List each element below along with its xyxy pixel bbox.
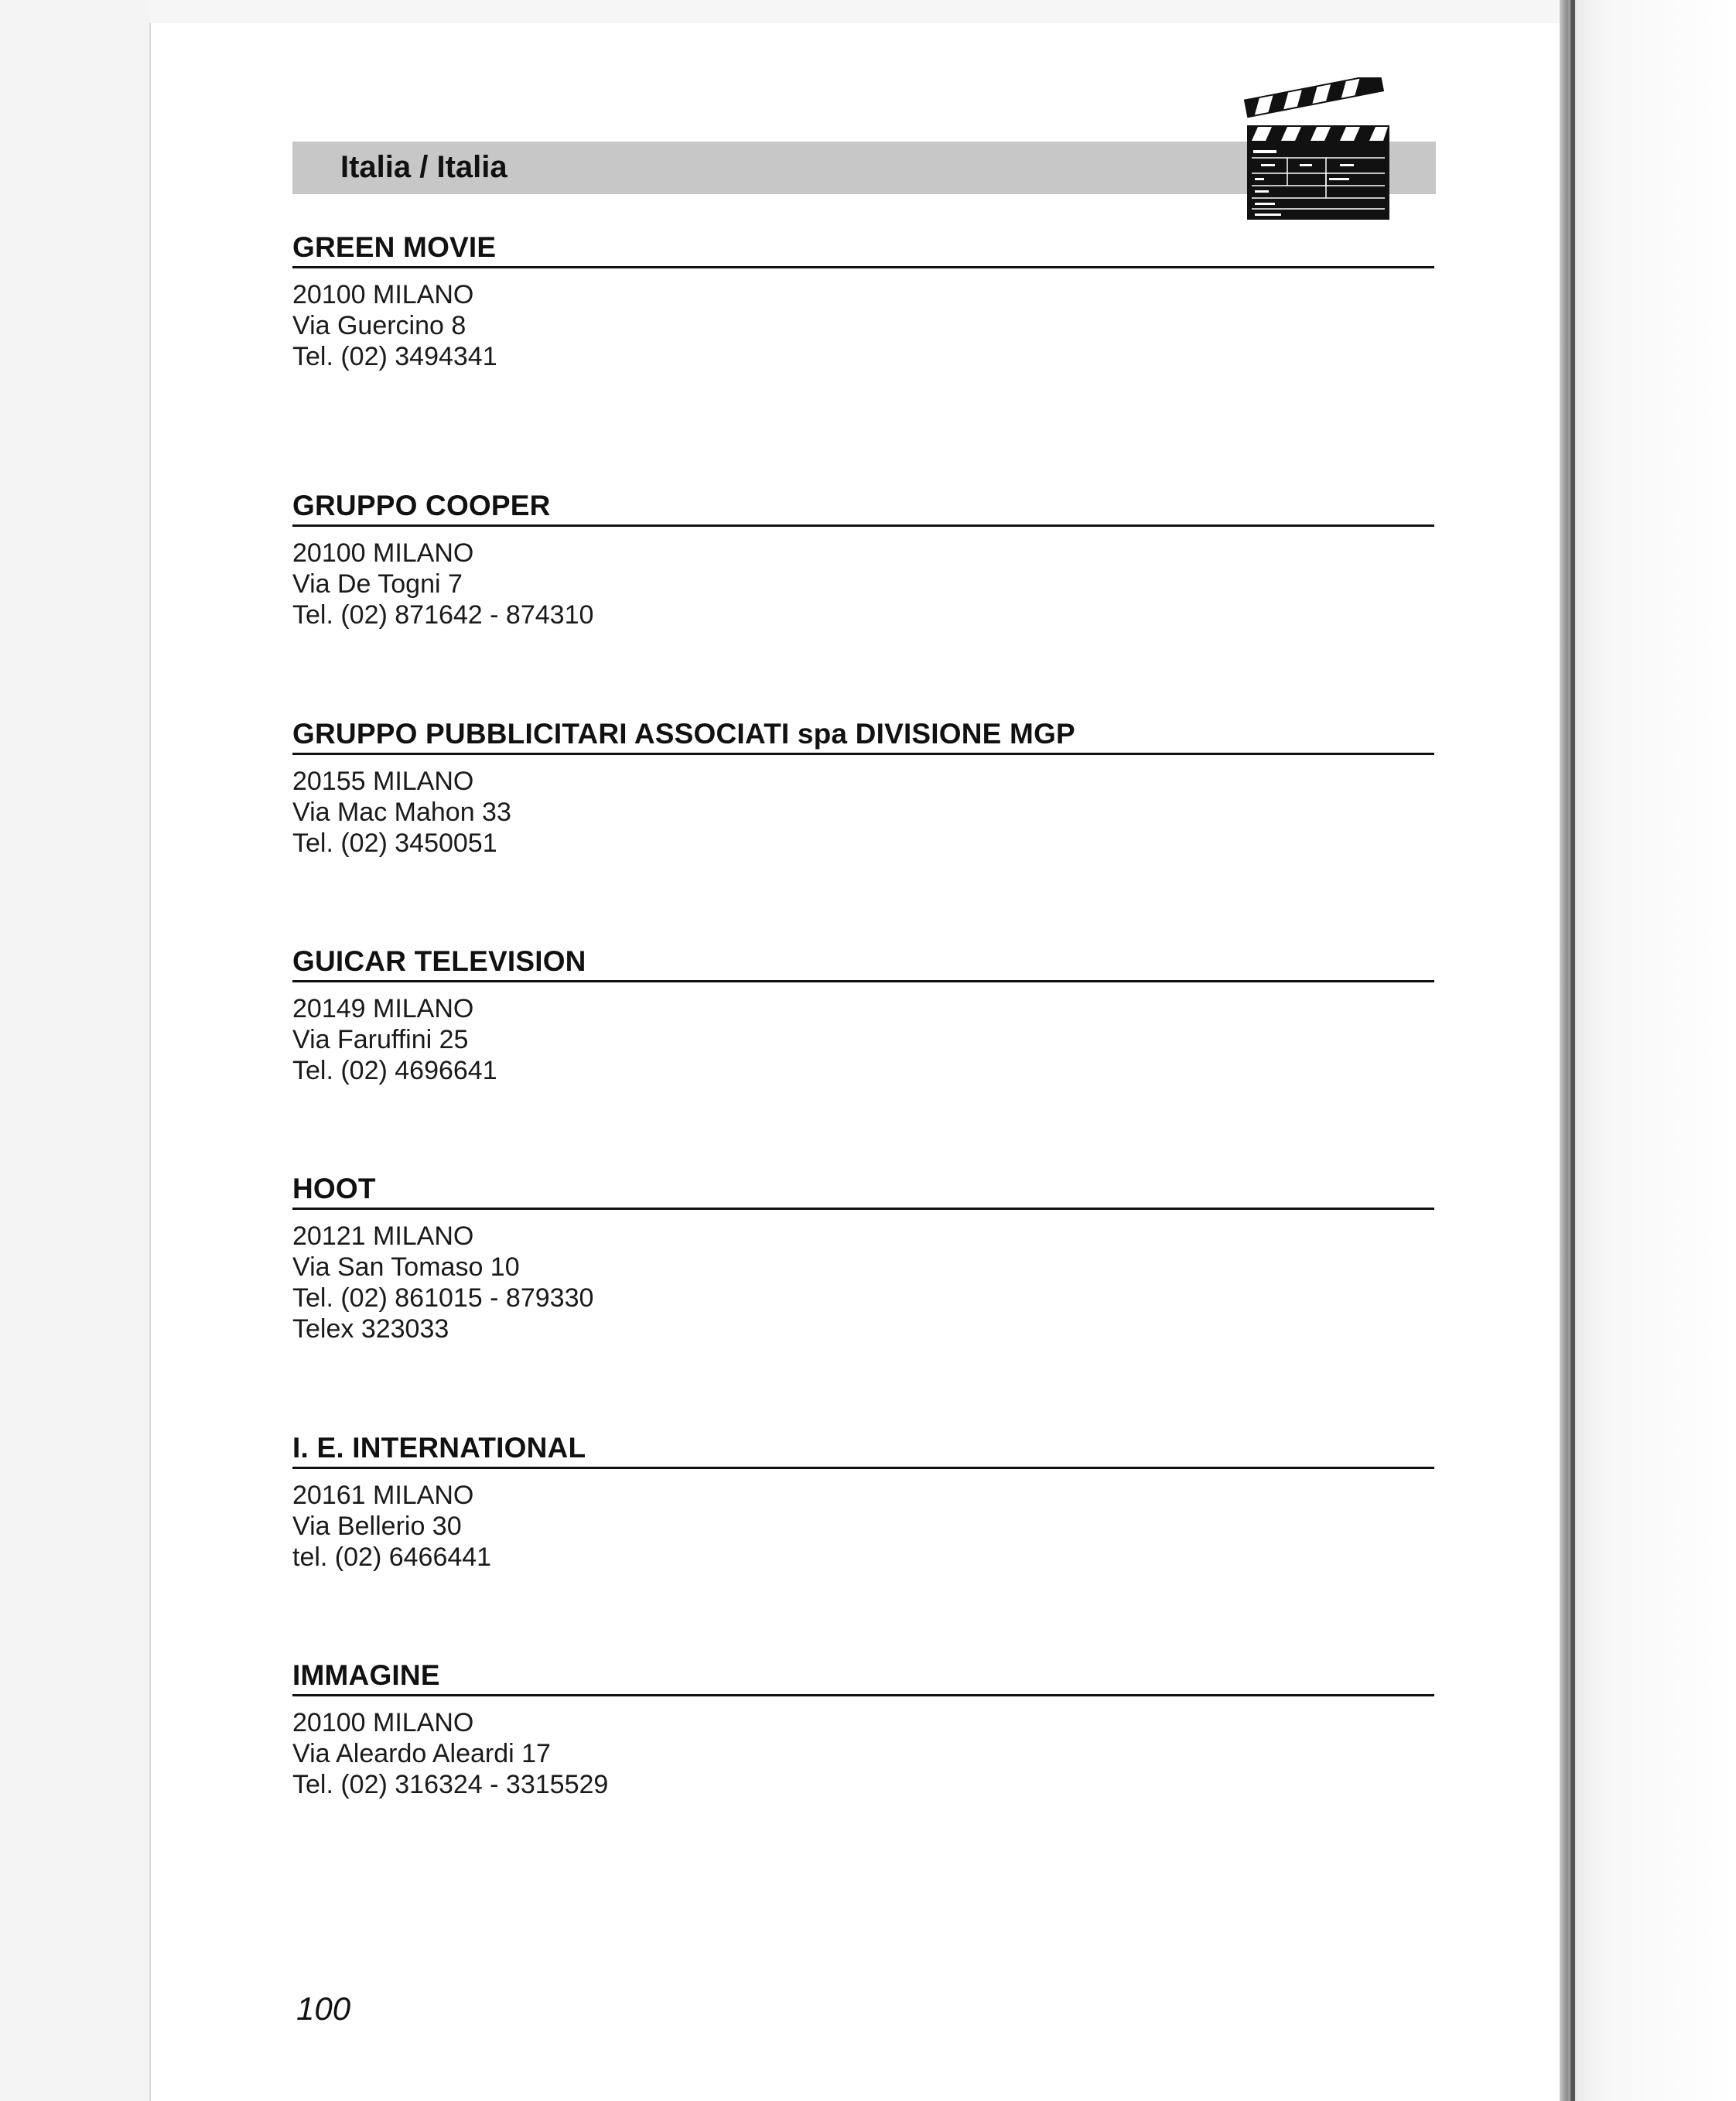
- street-address: Via Aleardo Aleardi 17: [292, 1739, 551, 1768]
- telephone: Tel. (02) 871642 - 874310: [292, 600, 594, 630]
- telephone: Tel. (02) 316324 - 3315529: [292, 1770, 609, 1799]
- directory-entry: [292, 717, 1434, 859]
- entry-divider: [292, 1694, 1434, 1696]
- postal-city: 20100 MILANO: [292, 538, 474, 568]
- gutter-shadow-line: [1570, 0, 1575, 2101]
- clapperboard-icon: [1241, 77, 1396, 224]
- company-name: I. E. INTERNATIONAL: [292, 1432, 586, 1464]
- street-address: Via Guercino 8: [292, 311, 466, 340]
- postal-city: 20100 MILANO: [292, 280, 474, 309]
- company-name: GUICAR TELEVISION: [292, 945, 586, 977]
- directory-entry: [292, 489, 1434, 630]
- postal-city: 20121 MILANO: [292, 1221, 474, 1251]
- telephone: Tel. (02) 4696641: [292, 1056, 497, 1085]
- entry-divider: [292, 753, 1434, 755]
- directory-entry: [292, 1659, 1434, 1800]
- entry-divider: [292, 1208, 1434, 1210]
- entry-divider: [292, 524, 1434, 527]
- top-page-edge: [149, 0, 1565, 23]
- street-address: Via De Togni 7: [292, 569, 463, 599]
- telex: Telex 323033: [292, 1314, 449, 1344]
- company-name: IMMAGINE: [292, 1659, 440, 1691]
- company-name: GRUPPO COOPER: [292, 490, 551, 521]
- street-address: Via Bellerio 30: [292, 1512, 462, 1541]
- postal-city: 20100 MILANO: [292, 1708, 474, 1737]
- left-page-edge: [0, 0, 151, 2101]
- street-address: Via Mac Mahon 33: [292, 798, 511, 827]
- book-gutter: [1560, 0, 1736, 2101]
- section-title: Italia / Italia: [340, 150, 507, 184]
- entry-divider: [292, 980, 1434, 982]
- postal-city: 20149 MILANO: [292, 994, 474, 1023]
- telephone: Tel. (02) 861015 - 879330: [292, 1283, 594, 1313]
- company-name: GREEN MOVIE: [292, 231, 497, 263]
- postal-city: 20161 MILANO: [292, 1481, 474, 1510]
- entry-divider: [292, 266, 1434, 268]
- street-address: Via Faruffini 25: [292, 1025, 469, 1054]
- postal-city: 20155 MILANO: [292, 767, 474, 796]
- directory-entry: [292, 231, 1434, 372]
- directory-entry: [292, 945, 1434, 1086]
- telephone: Tel. (02) 3494341: [292, 342, 497, 371]
- directory-entry: [292, 1431, 1434, 1573]
- telephone: tel. (02) 6466441: [292, 1542, 492, 1572]
- directory-entry: [292, 1172, 1434, 1344]
- entry-divider: [292, 1467, 1434, 1469]
- company-name: HOOT: [292, 1173, 376, 1204]
- telephone: Tel. (02) 3450051: [292, 828, 497, 858]
- page-number: 100: [296, 1990, 351, 2027]
- street-address: Via San Tomaso 10: [292, 1252, 520, 1282]
- company-name: GRUPPO PUBBLICITARI ASSOCIATI spa DIVISIONE MGP: [292, 718, 1075, 750]
